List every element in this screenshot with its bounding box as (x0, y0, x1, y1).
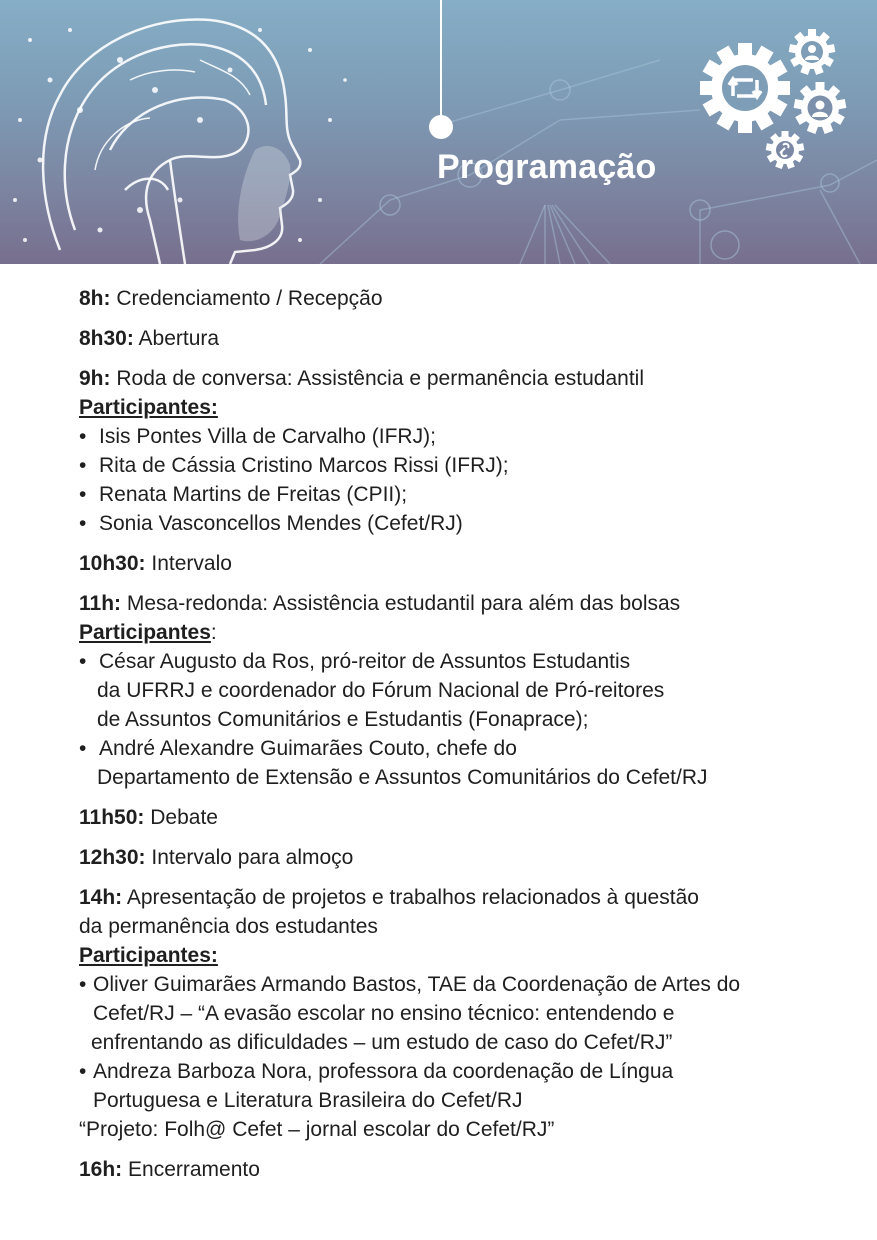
participants-label: Participantes (79, 621, 211, 644)
schedule-text: Abertura (138, 327, 220, 350)
schedule-text: Mesa-redonda: Assistência estudantil para além das bolsas (126, 592, 681, 615)
participants-label: Participantes: (79, 396, 218, 419)
header-banner (0, 0, 877, 264)
schedule-time: 8h30: (79, 327, 134, 350)
bullet: • (79, 973, 87, 996)
pendant-dot (429, 115, 453, 139)
schedule-item (79, 843, 839, 872)
schedule-item (79, 324, 839, 353)
participant-item: • César Augusto da Ros, pró-reitor de Assuntos Estudantis (79, 647, 839, 676)
participant-item: • Andreza Barboza Nora, professora da coordenação de Língua (79, 1057, 839, 1086)
bullet: • (79, 425, 87, 448)
user-gear-icon (789, 29, 836, 75)
schedule-text: Encerramento (128, 1158, 260, 1181)
schedule-text: Intervalo para almoço (151, 846, 354, 869)
participant-item: • Isis Pontes Villa de Carvalho (IFRJ); (79, 422, 839, 451)
schedule-item: 11h: Mesa-redonda: Assistência estudantil para além das bolsas Participantes: • César Augusto da Ros, pró-reitor de Assuntos Estudantis da UFRRJ e coordenador do Fórum Nacional de Pró-reitores de Assuntos Comunitários e Estudantis (Fonaprace); • André Alexandre Guimarães Couto, chefe do Departamento de Extensão e Assuntos Comunitários do Cefet/RJ (79, 589, 839, 792)
schedule-item (79, 1155, 839, 1184)
participant-item: • Renata Martins de Freitas (CPII); (79, 480, 839, 509)
banner-graphics (0, 0, 877, 264)
schedule-time: 10h30: (79, 552, 146, 575)
schedule-time: 9h: (79, 367, 111, 390)
particle-dots (13, 28, 347, 242)
schedule (79, 284, 839, 1195)
refresh-gear-icon (700, 43, 790, 133)
schedule-item (79, 364, 839, 538)
schedule-text: Apresentação de projetos e trabalhos relacionados à questão (126, 886, 699, 909)
schedule-time: 8h: (79, 287, 111, 310)
participant-item: • Rita de Cássia Cristino Marcos Rissi (IFRJ); (79, 451, 839, 480)
user-gear-icon (794, 82, 847, 134)
bullet: • (79, 1060, 87, 1083)
participant-item: • Oliver Guimarães Armando Bastos, TAE da Coordenação de Artes do (79, 970, 839, 999)
gears-group (700, 29, 846, 169)
bullet: • (79, 650, 87, 673)
page-title: Programação (437, 148, 657, 186)
participants-label: Participantes: (79, 944, 218, 967)
bullet: • (79, 483, 87, 506)
schedule-time: 11h50: (79, 806, 145, 829)
schedule-text: Intervalo (151, 552, 232, 575)
schedule-text: Credenciamento / Recepção (116, 287, 383, 310)
schedule-text-cont: da permanência dos estudantes (79, 915, 378, 938)
schedule-item (79, 284, 839, 313)
schedule-time: 14h: (79, 886, 123, 909)
participant-item: • André Alexandre Guimarães Couto, chefe do (79, 734, 839, 763)
schedule-text: Roda de conversa: Assistência e permanência estudantil (116, 367, 644, 390)
schedule-time: 16h: (79, 1158, 123, 1181)
link-gear-icon (766, 131, 805, 169)
schedule-item: 14h: Apresentação de projetos e trabalhos relacionados à questão da permanência dos estudantes Participantes: • Oliver Guimarães Armando Bastos, TAE da Coordenação de Artes do Cefet/RJ – “A evasão escolar no ensino técnico: entendendo e enfrentando as dificuldades – um estudo de caso do Cefet/RJ” • Andreza Barboza Nora, professora da coordenação de Língua Portuguesa e Literatura Brasileira do Cefet/RJ “Projeto: Folh@ Cefet – jornal escolar do Cefet/RJ” (79, 883, 839, 1144)
participant-item: • Sonia Vasconcellos Mendes (Cefet/RJ) (79, 509, 839, 538)
bullet: • (79, 512, 87, 535)
project-note: “Projeto: Folh@ Cefet – jornal escolar do Cefet/RJ” (79, 1118, 555, 1141)
schedule-time: 11h: (79, 592, 122, 615)
schedule-item (79, 549, 839, 578)
schedule-text: Debate (150, 806, 218, 829)
bullet: • (79, 454, 87, 477)
schedule-item (79, 803, 839, 832)
bullet: • (79, 737, 87, 760)
schedule-time: 12h30: (79, 846, 146, 869)
